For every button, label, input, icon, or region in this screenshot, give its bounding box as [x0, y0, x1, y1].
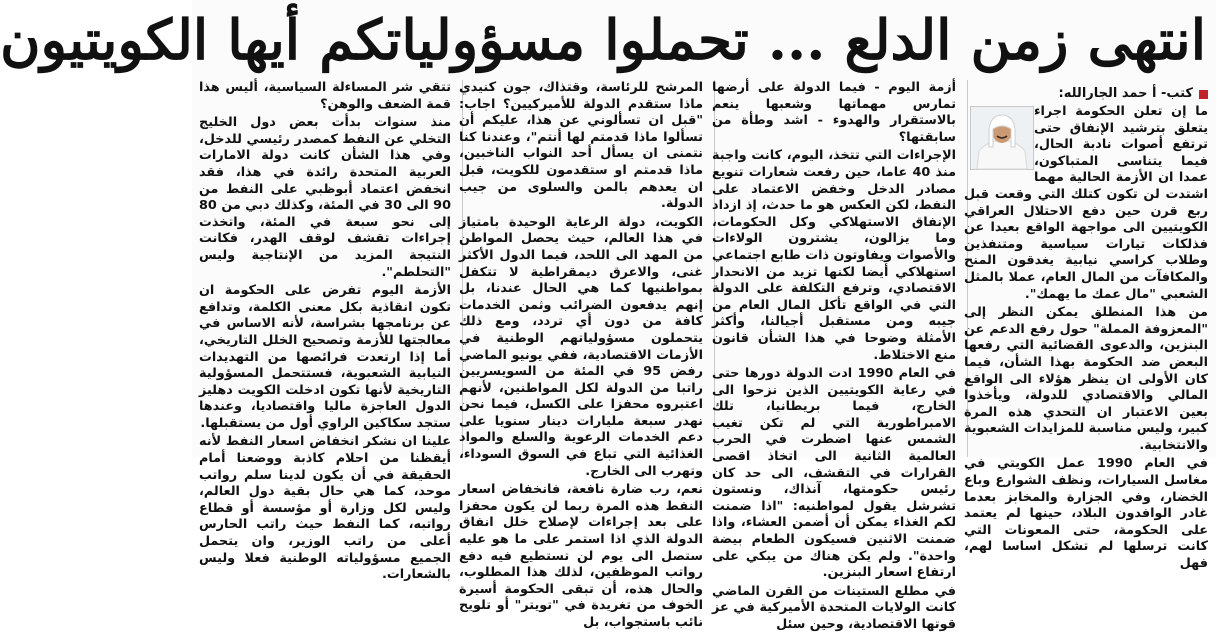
- paragraph: علينا ان نشكر انخفاض اسعار النفط لأنه أيقظنا من احلام كاذبة ووضعنا أمام الحقيقة في أن يكون لدينا سلم رواتب موحد، كما هي حال بقية دول العالم، وليس لكل وزارة أو مؤسسة أو قطاع رواتبه، كما النفط حيث راتب الحارس أعلى من راتب الوزير، وان يتحمل الجميع مسؤولياته الوطنية فعلا وليس بالشعارات.: [199, 434, 451, 583]
- paragraph: منذ سنوات بدأت بعض دول الخليج التخلي عن النفط كمصدر رئيسي للدخل، وفي هذا الشأن كانت دولة الامارات العربية المتحدة رائدة في هذا، فقد انخفض اعتماد أبوظبي على النفط من 90 الى 30 في المئة، وكذلك دبي من 80 إلى نحو سبعة في المئة، واتخذت إجراءات تقشف لوقف الهدر، فكانت النتيجة المزيد من الإنتاجية وليس "التحلطم".: [199, 115, 451, 280]
- paragraph: تتقي شر المساءلة السياسية، أليس هذا قمة الضعف والوهن؟: [199, 80, 451, 112]
- paragraph: الكويت، دولة الرعاية الوحيدة بامتياز في هذا العالم، حيث يحصل المواطن من المهد الى اللحد، فيما الدول الأكثر غنى، والاعرق ديمقراطية لا تتكفل بمواطنيها كما هي الحال عندنا، بل إنهم يدفعون الضرائب وثمن الخدمات كافة من دون أي تردد، ومع ذلك يتحملون مسؤولياتهم الوطنية في الأزمات الاقتصادية، ففي يونيو الماضي رفض 95 في المئة من السويسريين راتبا من الدولة لكل المواطنين، لأنهم اعتبروه محفزا على الكسل، فيما نحن نهدر سبعة مليارات دينار سنويا على دعم الخدمات الرعوية والسلع والمواد الغذائية التي تباع في السوق السوداء، وتهرب الى الخارج.: [459, 214, 703, 479]
- paragraph: من هذا المنطلق يمكن النظر إلى "المعزوفة المملة" حول رفع الدعم عن البنزين، والدعوى القضائية التي رفعها البعض ضد الحكومة بهذا الشأن، فيما كان الأولى ان ينظر هؤلاء الى الواقع المالي والاقتصادي للدولة، ويأخذوا بعين الاعتبار ان التحدي هذه المرة كبير، وليس مناسبة للمزايدات الشعبوية والانتخابية.: [964, 305, 1208, 453]
- byline-text: كتب- أ حمد الجارالله:: [1058, 85, 1193, 101]
- article-column-1: [964, 80, 1208, 572]
- paragraph: في مطلع الستينات من القرن الماضي كانت الولايات المتحدة الأميركية في عز قوتها الاقتصادية، وحين سئل: [712, 583, 956, 632]
- author-photo: [970, 106, 1034, 170]
- article-column-3: [459, 80, 703, 630]
- paragraph: أزمة اليوم - فيما الدولة على أرضها تمارس مهماتها وشعبها ينعم بالاستقرار والهدوء - اشد وطأة من سابقتها؟: [712, 80, 956, 145]
- article-headline: انتهى زمن الدلع ... تحملوا مسؤولياتكم أيها الكويتيون: [0, 7, 1206, 72]
- paragraph: في العام 1990 عمل الكويتي في مغاسل السيارات، ونظف الشوارع وباع الخضار، وفي الجزارة والمخابز بعدما غادر الوافدون البلاد، حينها لم يعتمد على الحكومة، حتى المعونات التي كانت ترسلها لم تشكل اساسا لهم، فهل: [964, 456, 1208, 572]
- paragraph: ما إن تعلن الحكومة اجراء يتعلق بترشيد الإنفاق حتى ترتفع أصوات نادبة الحال، فيما يتناسى المتباكون، عمدا ان الأزمة الحالية مهما اشتدت لن تكون كتلك التي وقعت قبل ربع قرن حين دفع الاحتلال العراقي الكويتيين الى مواجهة الواقع بعيدا عن فذلكات تيارات سياسية ومتنفذين وطلاب كراسي نيابية يغدقون المنح والمكافآت من المال العام، عملا بالمثل الشعبي "مال عمك ما يهمك".: [964, 104, 1208, 302]
- paragraph: الإجراءات التي تتخذ، اليوم، كانت واجبة منذ 40 عاما، حين رفعت شعارات تنويع مصادر الدخل وخفض الاعتماد على النفط، لكن العكس هو ما حدث، إذ ازداد الإنفاق الاستهلاكي وكل الحكومات، وما يزالون، يشترون الولاءات والأصوات ويفاوتون ذات طابع اجتماعي استهلاكي أيضا لكنها تزيد من الانحدار الاقتصادي، وترفع التكلفة على الدولة التي في الواقع تأكل المال العام من جيبه ومن مستقبل أجيالنا، وأكثر الأمثلة وضوحا في هذا الشأن قانون منع الاختلاط.: [712, 148, 957, 363]
- byline: [964, 84, 1208, 104]
- article-columns: [199, 80, 1208, 632]
- paragraph: الأزمة اليوم تفرض على الحكومة ان تكون انقاذية بكل معنى الكلمة، وتدافع عن برنامجها بشراسة، لأنه الاساس في معالجتها للأزمة وتصحيح الخلل التاريخي، أما إذا ارتعدت فرائصها من التهديدات النيابية الشعبوية، فستتحمل المسؤولية التاريخية لأنها تكون ادخلت الكويت دهليز الدول العاجزة ماليا واقتصاديا، وعندها ستجد سكاكين الراوي أول من يستقبلها.: [199, 283, 451, 431]
- article-column-4: [199, 80, 451, 583]
- paragraph: في العام 1990 ادت الدولة دورها حتى في رعاية الكويتيين الذين نزحوا الى الخارج، فيما بريطانيا، تلك الامبراطورية التي لم تكن تغيب الشمس عنها اضطرت في الحرب العالمية الثانية الى اتخاذ اقصى القرارات في التقشف، الى حد كان رئيس حكومتها، آنذاك، ونستون تشرشل يقول لمواطنيه: "اذا ضمنت لكم الغذاء يمكن أن أضمن العشاء، واذا ضمنت الاثنين فسيكون الطعام بيضة واحدة". ولم يكن هناك من يبكي على ارتفاع اسعار البنزين.: [712, 366, 956, 581]
- byline-marker-icon: [1199, 90, 1208, 99]
- article-column-2: [712, 80, 957, 632]
- paragraph: نعم، رب ضارة نافعة، فانخفاض اسعار النفط هذه المرة ربما لن يكون محفزا على بعد إجراءات لإصلاح خلل انفاق الدولة الذي اذا استمر على ما هو عليه ستصل الى يوم لن تستطيع فيه دفع رواتب الموظفين، لذلك هذا المطلوب، والحال هذه، أن تبقى الحكومة أسيرة الخوف من تغريدة في "تويتر" أو تلويح نائب باستجواب، بل: [459, 482, 703, 630]
- author-portrait-icon: [971, 107, 1033, 169]
- paragraph: المرشح للرئاسة، وقتذاك، جون كنيدي ماذا ستقدم الدولة للأميركيين؟ اجاب: "قبل ان تسألوني عن هذا، عليكم أن تسألوا ماذا قدمتم لها أنتم"، وعندنا كنا نتمنى ان يسأل أحد النواب الناخبين، ماذا قدمتم او ستقدمون للكويت، قبل ان يعدهم بالمن والسلوى من جيب الدولة.: [459, 80, 703, 212]
